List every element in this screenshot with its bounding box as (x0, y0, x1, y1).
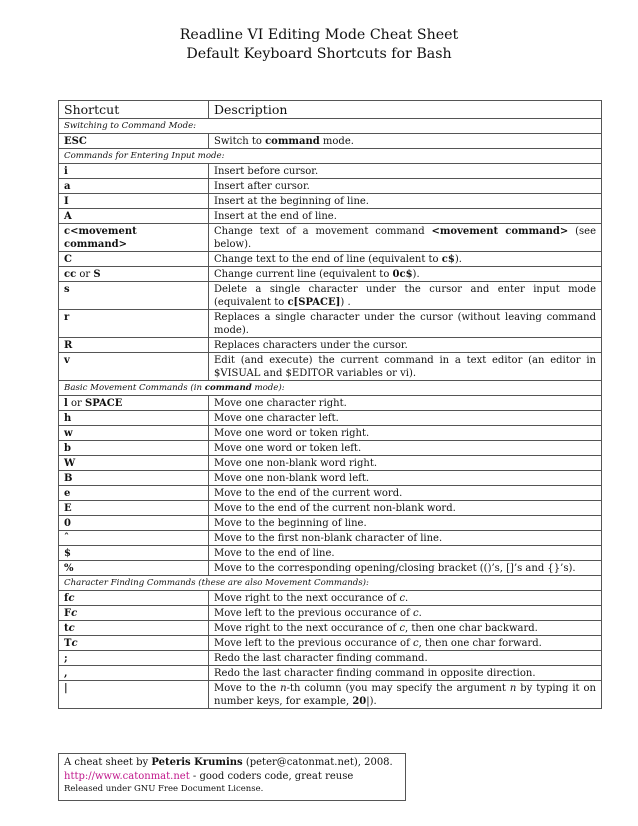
shortcut-description: Move one non-blank word left. (209, 471, 602, 486)
section-title: Basic Movement Commands (in command mode): (59, 381, 602, 396)
shortcut-description: Move one character left. (209, 411, 602, 426)
table-row (59, 501, 602, 516)
shortcut-description: Insert at the end of line. (209, 209, 602, 224)
table-row (59, 194, 602, 209)
shortcut-description: Move one word or token left. (209, 441, 602, 456)
table-row (59, 456, 602, 471)
shortcut-key: v (59, 353, 209, 381)
section-header-row (59, 119, 602, 134)
shortcut-key: h (59, 411, 209, 426)
table-row (59, 681, 602, 709)
shortcut-description: Move to the end of the current non-blank word. (209, 501, 602, 516)
table-row (59, 471, 602, 486)
shortcut-description: Redo the last character finding command in opposite direction. (209, 666, 602, 681)
shortcut-description: Move one non-blank word right. (209, 456, 602, 471)
section-title: Commands for Entering Input mode: (59, 149, 602, 164)
shortcut-key: R (59, 338, 209, 353)
credits-link: http://www.catonmat.net - good coders code, great reuse (64, 770, 354, 782)
shortcut-key: , (59, 666, 209, 681)
table-row (59, 666, 602, 681)
column-header-shortcut: Shortcut (59, 101, 209, 119)
table-row (59, 621, 602, 636)
table-row (59, 441, 602, 456)
title-line-1: Readline VI Editing Mode Cheat Sheet (179, 27, 459, 43)
shortcut-key: W (59, 456, 209, 471)
shortcut-key: ESC (59, 134, 209, 149)
shortcut-description: Move one character right. (209, 396, 602, 411)
table-row (59, 353, 602, 381)
shortcut-description: Move left to the previous occurance of c. (209, 606, 602, 621)
table-row (59, 636, 602, 651)
shortcut-key: b (59, 441, 209, 456)
page-title (0, 26, 638, 64)
shortcut-description: Move to the first non-blank character of line. (209, 531, 602, 546)
table-row (59, 606, 602, 621)
shortcut-key: B (59, 471, 209, 486)
table-row (59, 179, 602, 194)
shortcut-key: l or SPACE (59, 396, 209, 411)
shortcut-key: C (59, 252, 209, 267)
shortcut-key: r (59, 310, 209, 338)
shortcut-key: ; (59, 651, 209, 666)
table-row (59, 531, 602, 546)
table-row (59, 396, 602, 411)
shortcut-key: c<movement command> (59, 224, 209, 252)
shortcut-table (58, 100, 602, 709)
shortcut-description: Insert after cursor. (209, 179, 602, 194)
section-header-row (59, 149, 602, 164)
shortcut-description: Move one word or token right. (209, 426, 602, 441)
shortcut-description: Change current line (equivalent to 0c$). (209, 267, 602, 282)
table-row (59, 516, 602, 531)
shortcut-key: Fc (59, 606, 209, 621)
shortcut-description: Move to the end of line. (209, 546, 602, 561)
table-row (59, 338, 602, 353)
shortcut-description: Move to the end of the current word. (209, 486, 602, 501)
shortcut-description: Move to the beginning of line. (209, 516, 602, 531)
shortcut-description: Insert before cursor. (209, 164, 602, 179)
table-row (59, 426, 602, 441)
shortcut-description: Move to the n-th column (you may specify the argument n by typing it on number keys, for example, 20|). (209, 681, 602, 709)
table-row (59, 651, 602, 666)
credits-license: Released under GNU Free Document License. (64, 784, 264, 794)
section-title: Switching to Command Mode: (59, 119, 602, 134)
shortcut-key: A (59, 209, 209, 224)
shortcut-key: I (59, 194, 209, 209)
section-header-row (59, 576, 602, 591)
title-line-2: Default Keyboard Shortcuts for Bash (186, 46, 452, 62)
credits-author: A cheat sheet by Peteris Krumins (peter@catonmat.net), 2008. (64, 757, 393, 768)
shortcut-description: Delete a single character under the cursor and enter input mode (equivalent to c[SPACE]) . (209, 282, 602, 310)
shortcut-key: tc (59, 621, 209, 636)
shortcut-description: Move left to the previous occurance of c, then one char forward. (209, 636, 602, 651)
shortcut-key: s (59, 282, 209, 310)
table-row (59, 282, 602, 310)
table-row (59, 486, 602, 501)
table-row (59, 224, 602, 252)
shortcut-description: Change text of a movement command <movement command> (see below). (209, 224, 602, 252)
table-row (59, 209, 602, 224)
table-row (59, 546, 602, 561)
table-row (59, 411, 602, 426)
table-row (59, 164, 602, 179)
column-header-description: Description (209, 101, 602, 119)
shortcut-description: Move right to the next occurance of c, then one char backward. (209, 621, 602, 636)
shortcut-description: Redo the last character finding command. (209, 651, 602, 666)
shortcut-key: w (59, 426, 209, 441)
table-row (59, 252, 602, 267)
shortcut-description: Replaces a single character under the cursor (without leaving command mode). (209, 310, 602, 338)
table-row (59, 591, 602, 606)
shortcut-key: fc (59, 591, 209, 606)
shortcut-key: ˆ (59, 531, 209, 546)
shortcut-description: Edit (and execute) the current command in a text editor (an editor in $VISUAL and $EDITOR variables or vi). (209, 353, 602, 381)
shortcut-description: Move to the corresponding opening/closing bracket (()’s, []’s and {}’s). (209, 561, 602, 576)
table-row (59, 267, 602, 282)
shortcut-key: 0 (59, 516, 209, 531)
shortcut-key: i (59, 164, 209, 179)
section-title: Character Finding Commands (these are also Movement Commands): (59, 576, 602, 591)
shortcut-key: | (59, 681, 209, 709)
shortcut-description: Replaces characters under the cursor. (209, 338, 602, 353)
shortcut-key: E (59, 501, 209, 516)
shortcut-key: e (59, 486, 209, 501)
table-row (59, 134, 602, 149)
shortcut-key: $ (59, 546, 209, 561)
credits-box (58, 753, 406, 801)
shortcut-key: a (59, 179, 209, 194)
shortcut-description: Change text to the end of line (equivalent to c$). (209, 252, 602, 267)
shortcut-key: Tc (59, 636, 209, 651)
shortcut-description: Move right to the next occurance of c. (209, 591, 602, 606)
shortcut-description: Switch to command mode. (209, 134, 602, 149)
table-row (59, 561, 602, 576)
table-row (59, 310, 602, 338)
shortcut-key: % (59, 561, 209, 576)
shortcut-key: cc or S (59, 267, 209, 282)
table-header-row (59, 101, 602, 119)
section-header-row (59, 381, 602, 396)
shortcut-description: Insert at the beginning of line. (209, 194, 602, 209)
